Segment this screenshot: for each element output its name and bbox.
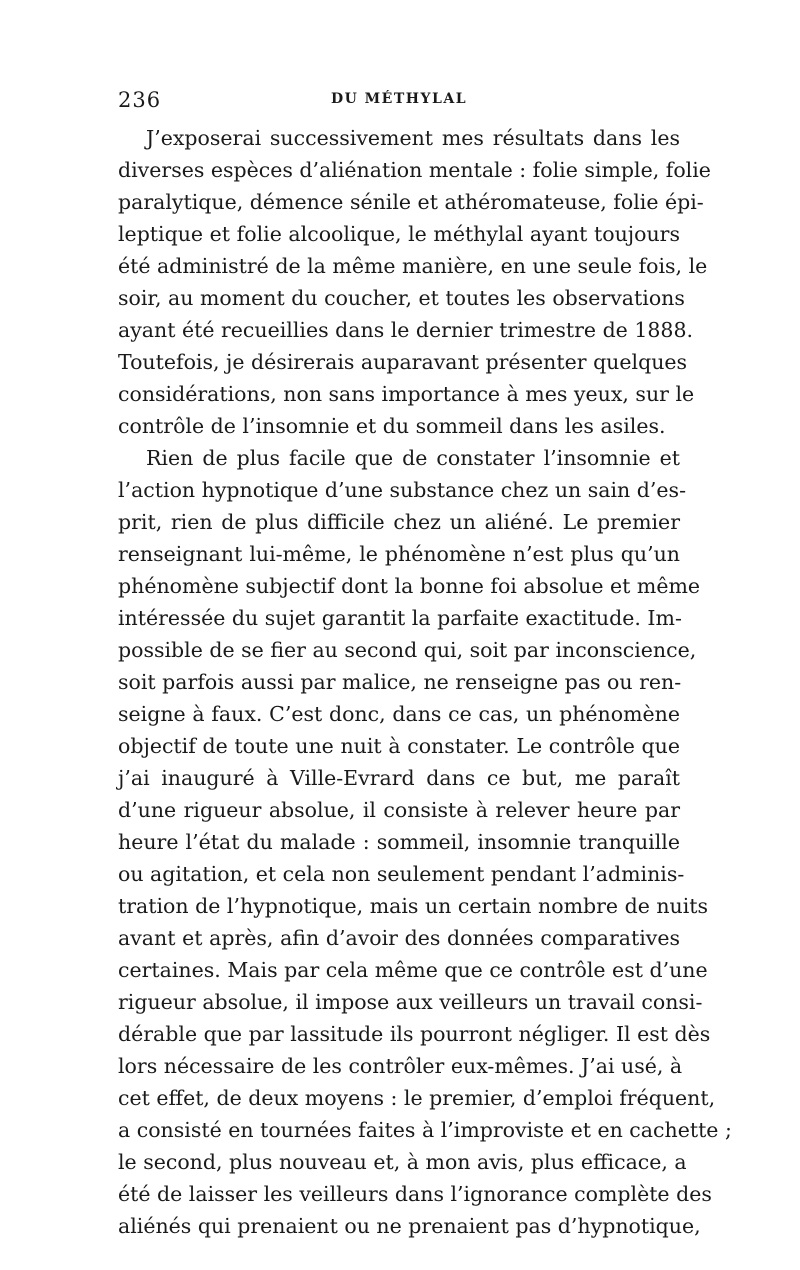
text-line: ayant été recueillies dans le dernier trimestre de 1888. [118,318,694,342]
text-line: considérations, non sans importance à mes yeux, sur le [118,382,695,406]
text-line: cet effet, de deux moyens : le premier, d’emploi fréquent, [118,1086,716,1110]
text-line: avant et après, afin d’avoir des données comparatives [118,926,680,950]
text-line: phénomène subjectif dont la bonne foi absolue et même [118,574,701,598]
text-line: seigne à faux. C’est donc, dans ce cas, un phénomène [118,702,680,726]
text-line: le second, plus nouveau et, à mon avis, plus efficace, a [118,1150,687,1174]
text-line: soir, au moment du coucher, et toutes les observations [118,286,685,310]
running-title: DU MÉTHYLAL [330,91,468,107]
text-line: dérable que par lassitude ils pourront négliger. Il est dès [118,1022,711,1046]
text-line: lors nécessaire de les contrôler eux-mêmes. J’ai usé, à [118,1054,683,1078]
paragraph [118,122,711,442]
text-line: d’une rigueur absolue, il consiste à relever heure par [118,798,680,822]
text-line: Rien de plus facile que de constater l’insomnie et [146,446,680,470]
text-line: été de laisser les veilleurs dans l’ignorance complète des [118,1182,712,1206]
text-line: tration de l’hypnotique, mais un certain nombre de nuits [118,894,709,918]
text-line: aliénés qui prenaient ou ne prenaient pas d’hypnotique, [118,1214,701,1238]
text-line: contrôle de l’insomnie et du sommeil dans les asiles. [118,414,666,438]
text-line: j’ai inauguré à Ville-Evrard dans ce but, me paraît [118,766,680,790]
text-line: soit parfois aussi par malice, ne renseigne pas ou ren- [118,670,682,694]
page-number: 236 [118,88,162,112]
text-line: rigueur absolue, il impose aux veilleurs un travail consi- [118,990,703,1014]
text-line: heure l’état du malade : sommeil, insomnie tranquille [118,830,680,854]
text-line: possible de se fier au second qui, soit par inconscience, [118,638,697,662]
text-line: paralytique, démence sénile et athéromateuse, folie épi- [118,190,704,214]
text-line: intéressée du sujet garantit la parfaite exactitude. Im- [118,606,682,630]
text-line: Toutefois, je désirerais auparavant présenter quelques [118,350,688,374]
text-line: diverses espèces d’aliénation mentale : folie simple, folie [118,158,711,182]
text-line: certaines. Mais par cela même que ce contrôle est d’une [118,958,708,982]
text-line: l’action hypnotique d’une substance chez un sain d’es- [118,478,686,502]
text-line: ou agitation, et cela non seulement pendant l’adminis- [118,862,685,886]
text-line: J’exposerai successivement mes résultats dans les [146,126,680,150]
text-line: renseignant lui-même, le phénomène n’est plus qu’un [118,542,680,566]
running-head [118,88,680,112]
text-line: leptique et folie alcoolique, le méthylal ayant toujours [118,222,680,246]
text-line: été administré de la même manière, en une seule fois, le [118,254,708,278]
body-text [118,122,732,1242]
paragraph [118,442,732,1242]
text-line: a consisté en tournées faites à l’improviste et en cachette ; [118,1118,732,1142]
text-line: objectif de toute une nuit à constater. Le contrôle que [118,734,680,758]
text-line: prit, rien de plus difficile chez un aliéné. Le premier [118,510,680,534]
